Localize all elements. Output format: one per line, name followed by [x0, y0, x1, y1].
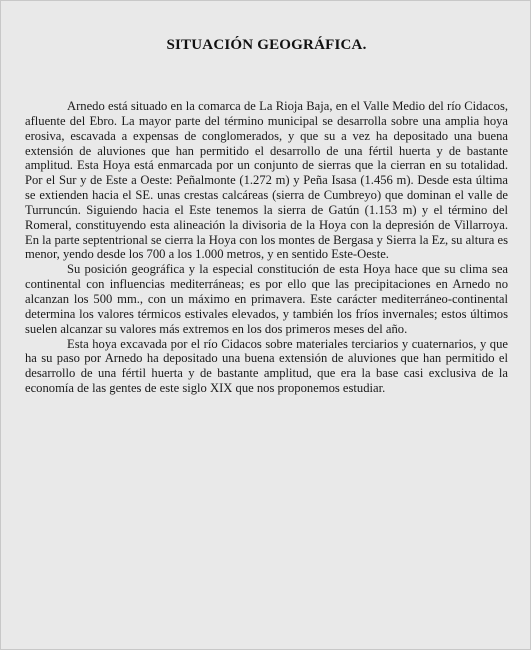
paragraph-location: Arnedo está situado en la comarca de La Rioja Baja, en el Valle Medio del río Cidacos, afluente del Ebro. La mayor parte del término municipal se desarrolla sobre una amplia hoya erosiva, escavada a expensas de conglomerados, y que su a vez ha depositado una buena extensión de aluviones que han permitido el desarrollo de una fértil huerta y de bastante amplitud. Esta Hoya está enmarcada por un conjunto de sierras que la cierran en su totalidad. Por el Sur y de Este a Oeste: Peñalmonte (1.272 m) y Peña Isasa (1.456 m). Desde esta última se extienden hacia el SE. unas crestas calcáreas (sierra de Cumbreyo) que dominan el valle de Turruncún. Siguiendo hacia el Este tenemos la sierra de Gatún (1.153 m) y el término del Romeral, constituyendo esta alineación la divisoria de la Hoya con la depresión de Villarroya. En la parte septentrional se cierra la Hoya con los montes de Bergasa y Sierra la Ez, su altura es menor, yendo desde los 700 a los 1.000 metros, y en sentido Este-Oeste. — [25, 99, 508, 262]
document-body — [25, 99, 508, 396]
paragraph-climate: Su posición geográfica y la especial constitución de esta Hoya hace que su clima sea continental con influencias mediterráneas; es por ello que las precipitaciones en Arnedo no alcanzan los 500 mm., con un máximo en primavera. Este carácter mediterráneo-continental determina los valores térmicos estivales elevados, y también los fríos invernales; estos últimos suelen alcanzar su valores más extremos en los dos primeros meses del año. — [25, 262, 508, 336]
paragraph-economy: Esta hoya excavada por el río Cidacos sobre materiales terciarios y cuaternarios, y que ha su paso por Arnedo ha depositado una buena extensión de aluviones que han permitido el desarrollo de una fértil huerta y de bastante amplitud, que era la base casi exclusiva de la economía de las gentes de este siglo XIX que nos proponemos estudiar. — [25, 336, 508, 396]
document-title: SITUACIÓN GEOGRÁFICA. — [166, 37, 367, 53]
